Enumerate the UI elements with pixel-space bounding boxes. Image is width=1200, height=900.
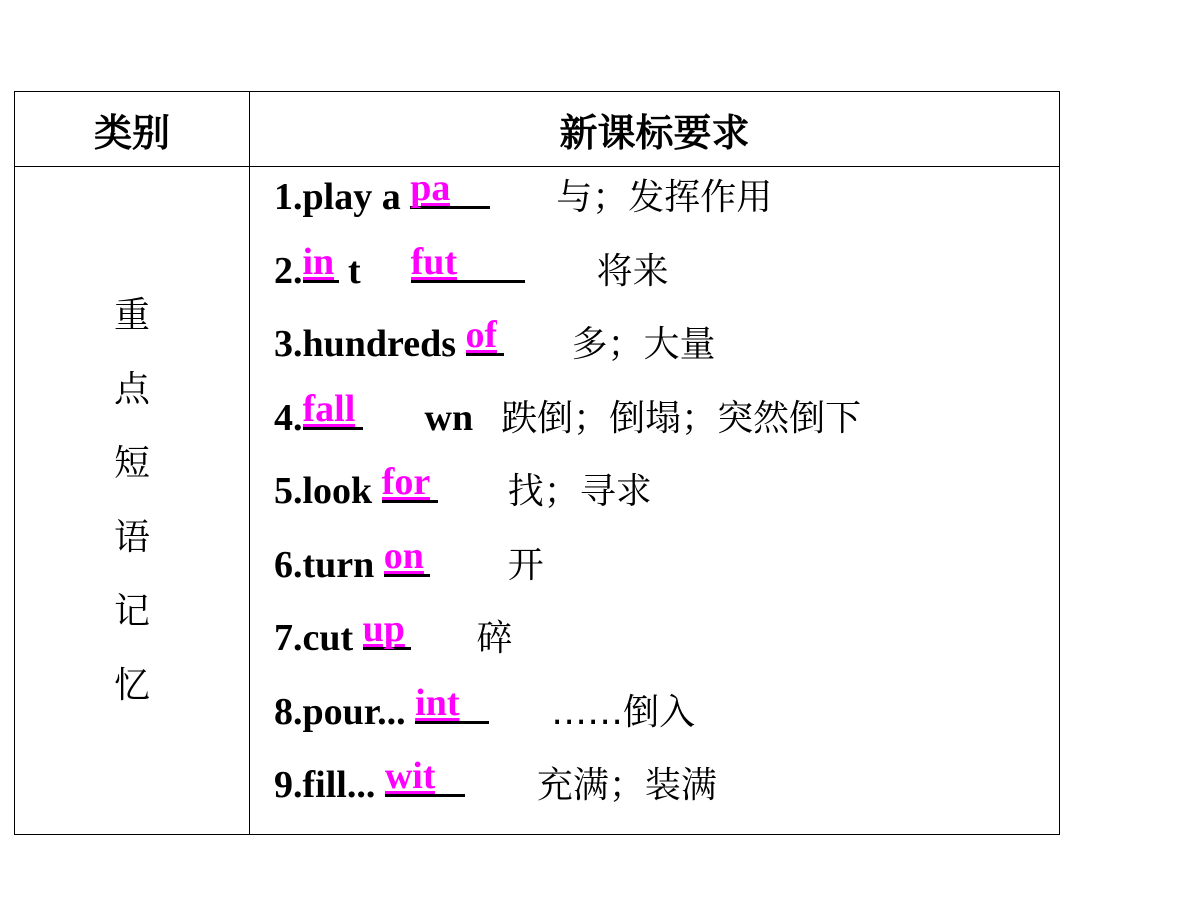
phrase-item-9	[250, 755, 1059, 829]
phrase-meaning: 与；发挥作用	[556, 177, 773, 218]
answer-text-2: fut	[410, 241, 458, 282]
phrase-prefix: 7.cut	[274, 617, 363, 659]
answer-blank	[302, 388, 363, 430]
phrase-prefix: 8.pour...	[274, 690, 416, 733]
phrase-prefix: 9.fill...	[274, 764, 385, 806]
answer-text: on	[383, 535, 424, 576]
phrase-mid: t	[338, 249, 361, 292]
answer-text: pa	[410, 168, 451, 208]
phrase-meaning: 多；大量	[571, 324, 716, 365]
phrase-prefix: 1.play a	[274, 176, 411, 218]
content-row	[15, 167, 1060, 835]
items-cell	[250, 167, 1060, 835]
phrase-meaning: ……倒入	[551, 691, 696, 733]
phrase-item-6	[250, 535, 1059, 609]
phrase-meaning: 将来	[596, 250, 669, 292]
answer-text: of	[465, 315, 498, 355]
answer-text: int	[415, 682, 460, 723]
phrase-item-2	[250, 241, 1059, 315]
answer-blank	[384, 756, 465, 797]
answer-blank	[362, 609, 411, 650]
phrase-item-7	[250, 608, 1059, 682]
answer-text: in	[302, 241, 335, 282]
header-requirement: 新课标要求	[250, 92, 1060, 167]
phrase-meaning: 找；寻求	[507, 471, 652, 512]
answer-text: for	[381, 462, 431, 502]
phrase-prefix: 5.look	[274, 470, 382, 512]
answer-text: wit	[384, 756, 436, 796]
category-label: 重点短语记忆	[113, 294, 150, 706]
phrase-prefix: 3.hundreds	[274, 323, 466, 365]
phrase-meaning: 充满；装满	[536, 765, 717, 806]
phrase-item-3	[250, 314, 1059, 388]
header-category: 类别	[15, 92, 250, 167]
phrase-item-1	[250, 167, 1059, 241]
vocabulary-table	[14, 91, 1060, 835]
category-cell	[15, 167, 250, 835]
answer-blank	[465, 315, 504, 356]
phrase-meaning: 碎	[476, 618, 513, 659]
answer-text: up	[362, 609, 405, 649]
answer-blank	[302, 241, 339, 283]
phrase-meaning: 开	[507, 544, 544, 586]
phrase-mid: wn	[424, 396, 474, 439]
phrase-item-5	[250, 461, 1059, 535]
phrase-meaning: 跌倒；倒塌；突然倒下	[501, 397, 862, 439]
answer-blank	[383, 535, 430, 577]
answer-text: fall	[302, 388, 356, 429]
phrase-prefix: 2.	[274, 249, 303, 292]
answer-blank-2	[410, 241, 525, 283]
phrase-prefix: 6.turn	[274, 543, 384, 586]
phrase-prefix: 4.	[274, 396, 303, 439]
answer-blank	[415, 682, 489, 724]
answer-blank	[410, 168, 490, 209]
answer-blank	[381, 462, 438, 503]
phrase-item-8	[250, 682, 1059, 756]
phrase-item-4	[250, 388, 1059, 462]
header-row	[15, 92, 1060, 167]
